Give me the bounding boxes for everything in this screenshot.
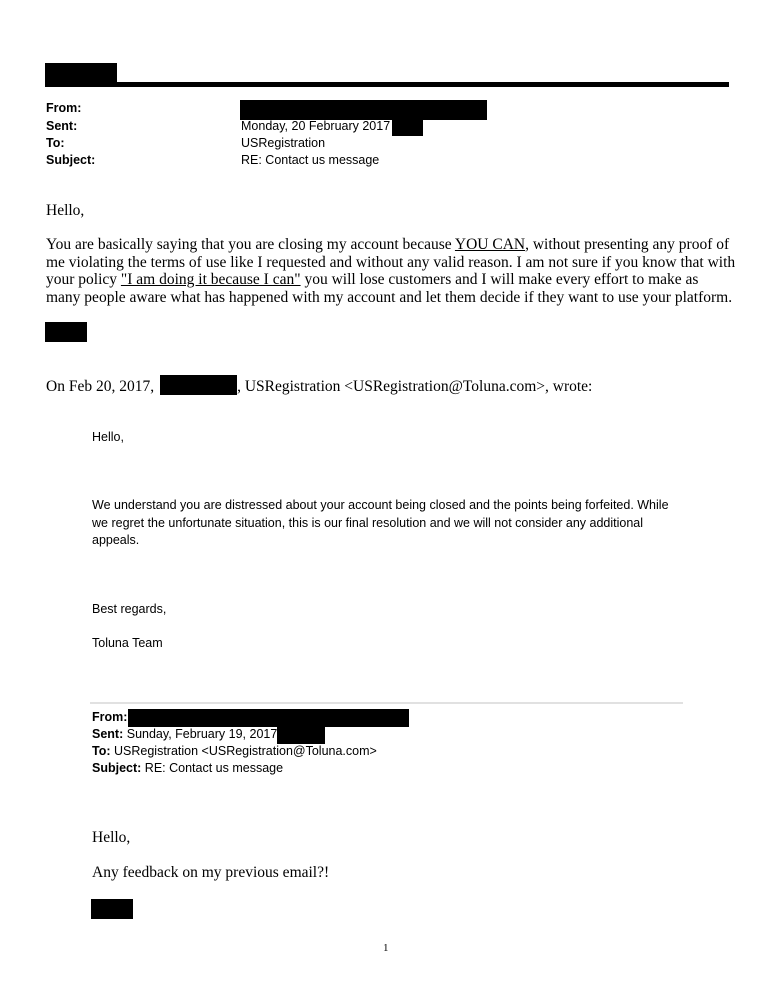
redacted-signature	[45, 322, 87, 342]
redacted-sender-name	[160, 375, 237, 395]
reply-body: We understand you are distressed about your account being closed and the points being forfeited. While we regret the unfortunate situation, this is our final resolution and we will not consider any additional appeals.	[92, 498, 669, 547]
quote-intro	[46, 375, 592, 396]
page-number: 1	[383, 942, 389, 954]
fwd-subject-row	[92, 761, 283, 775]
to-label: To:	[46, 136, 65, 150]
reply-signature: Toluna Team	[92, 636, 163, 650]
fwd-from-row	[92, 710, 127, 724]
message-text-3: you will lose customers and I will make every effort to make as many people aware what has happened with my account and let them decide if they want to use your platform.	[46, 271, 733, 306]
redacted-fwd-from	[128, 709, 409, 727]
fwd-to-value: USRegistration <USRegistration@Toluna.com>	[114, 744, 377, 758]
redacted-from	[240, 100, 487, 120]
subject-value: RE: Contact us message	[241, 153, 380, 167]
sent-value: Monday, 20 February 2017	[241, 119, 391, 133]
quote-intro-suffix: , USRegistration <USRegistration@Toluna.com>, wrote:	[237, 378, 593, 395]
from-label: From:	[46, 101, 82, 115]
redacted-sent-time	[392, 119, 423, 136]
fwd-from-label: From:	[92, 710, 128, 724]
fwd-sent-value: Sunday, February 19, 2017	[126, 727, 278, 741]
fwd-subject-value: RE: Contact us message	[144, 761, 284, 775]
fwd-sent-row	[92, 727, 277, 741]
fwd-to-row	[92, 744, 377, 758]
fwd-sent-label: Sent:	[92, 727, 124, 741]
subject-label: Subject:	[46, 153, 96, 167]
message-text-1: You are basically saying that you are closing my account because	[46, 236, 455, 253]
redacted-fwd-time	[277, 727, 325, 744]
original-greeting: Hello,	[92, 829, 131, 846]
reply-closing: Best regards,	[92, 602, 167, 616]
emphasis-quote: "I am doing it because I can"	[120, 271, 301, 288]
fwd-to-label: To:	[92, 744, 111, 758]
original-body: Any feedback on my previous email?!	[92, 864, 330, 881]
redacted-original-signature	[91, 899, 133, 919]
message-text-2: , without presenting any proof of me violating the terms of use like I requested and without any valid reason. I am not sure if you know that with your policy	[46, 236, 736, 288]
emphasis-you-can: YOU CAN	[454, 236, 526, 253]
header-rule	[45, 82, 729, 87]
message-greeting: Hello,	[46, 202, 85, 219]
fwd-subject-label: Subject:	[92, 761, 142, 775]
quote-intro-prefix: On Feb 20, 2017,	[46, 378, 155, 395]
reply-greeting: Hello,	[92, 430, 124, 444]
to-value: USRegistration	[241, 136, 326, 150]
quote-separator	[90, 702, 683, 704]
sent-label: Sent:	[46, 119, 78, 133]
message-paragraph	[46, 236, 736, 306]
